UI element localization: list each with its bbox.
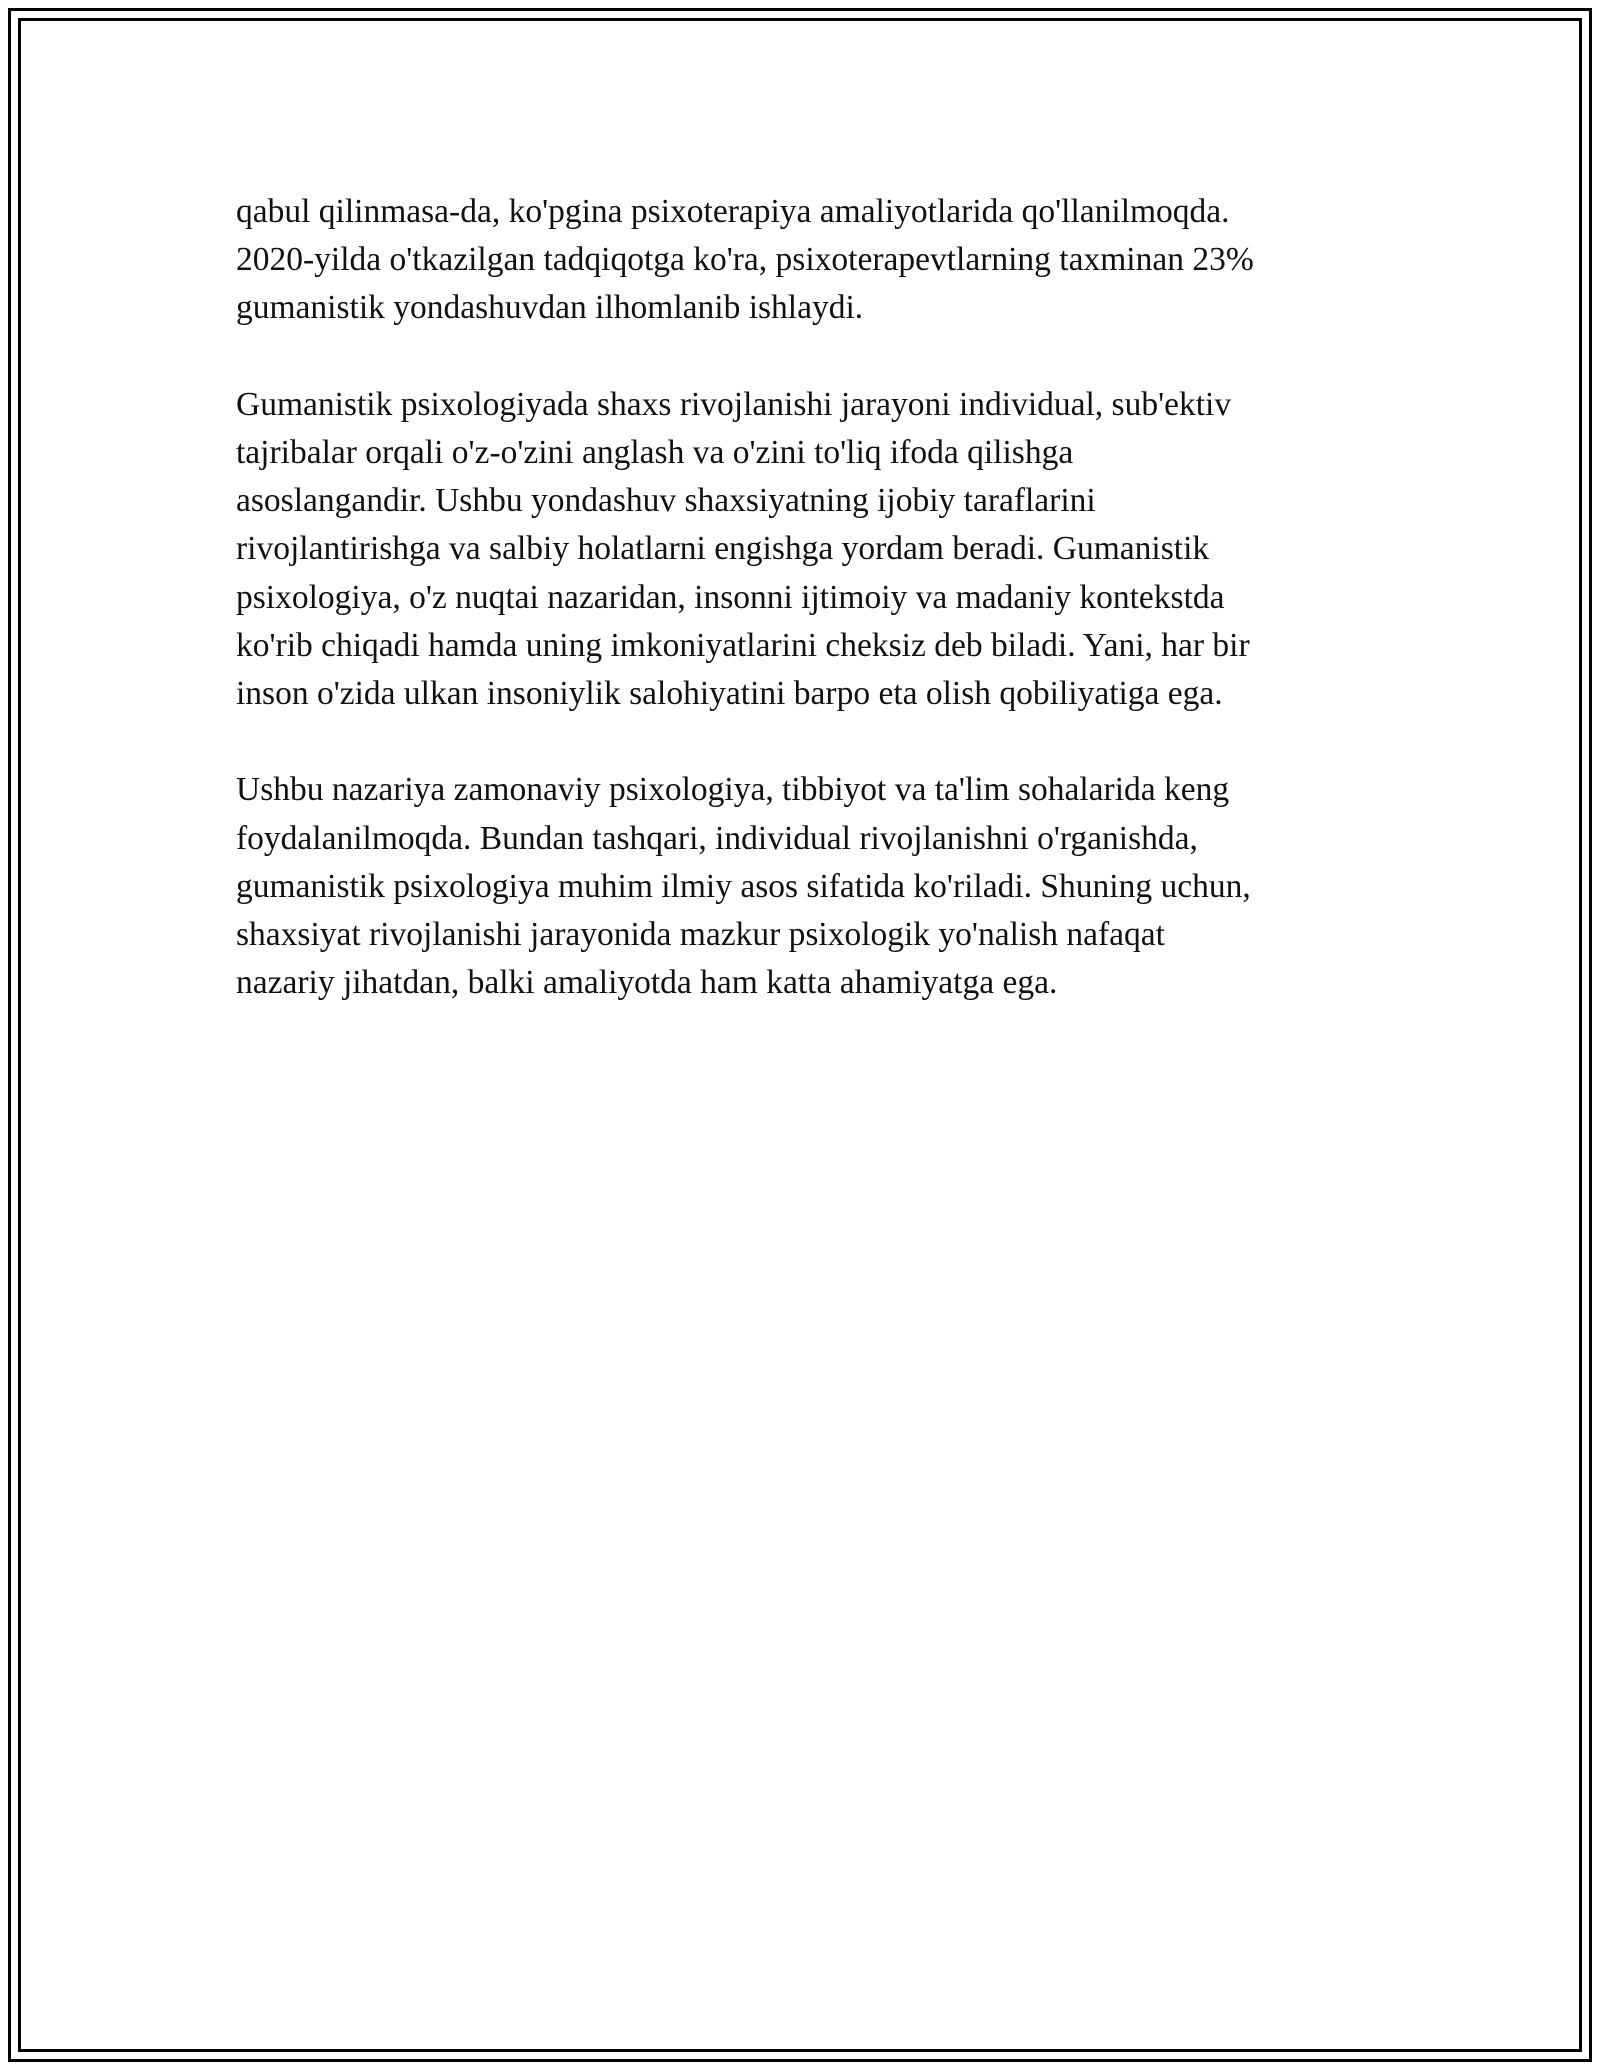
paragraph-2: Gumanistik psixologiyada shaxs rivojlanishi jarayoni individual, sub'ektiv tajribalar orqali o'z-o'zini anglash va o'zini to'liq ifoda qilishga asoslangandir. Ushbu yondashuv shaxsiyatning ijobiy taraflarini rivojlantirishga va salbiy holatlarni engishga yordam beradi. Gumanistik psixologiya, o'z nuqtai nazaridan, insonni ijtimoiy va madaniy kontekstda ko'rib chiqadi hamda uning imkoniyatlarini cheksiz deb biladi. Yani, har bir inson o'zida ulkan insoniylik salohiyatini barpo eta olish qobiliyatiga ega.: [236, 385, 1250, 713]
paragraph-3: Ushbu nazariya zamonaviy psixologiya, tibbiyot va ta'lim sohalarida keng foydalanilmoqda. Bundan tashqari, individual rivojlanishni o'rganishda, gumanistik psixologiya muhim ilmiy asos sifatida ko'riladi. Shuning uchun, shaxsiyat rivojlanishi jarayonida mazkur psixologik yo'nalish nafaqat nazariy jihatdan, balki amaliyotda ham katta ahamiyatga ega.: [236, 771, 1251, 1002]
paragraph-1: qabul qilinmasa-da, ko'pgina psixoterapiya amaliyotlarida qo'llanilmoqda. 2020-yilda o'tkazilgan tadqiqotga ko'ra, psixoterapevtlarning taxminan 23% gumanistik yondashuvdan ilhomlanib ishlaydi.: [236, 193, 1254, 327]
document-body: [236, 188, 1366, 1056]
